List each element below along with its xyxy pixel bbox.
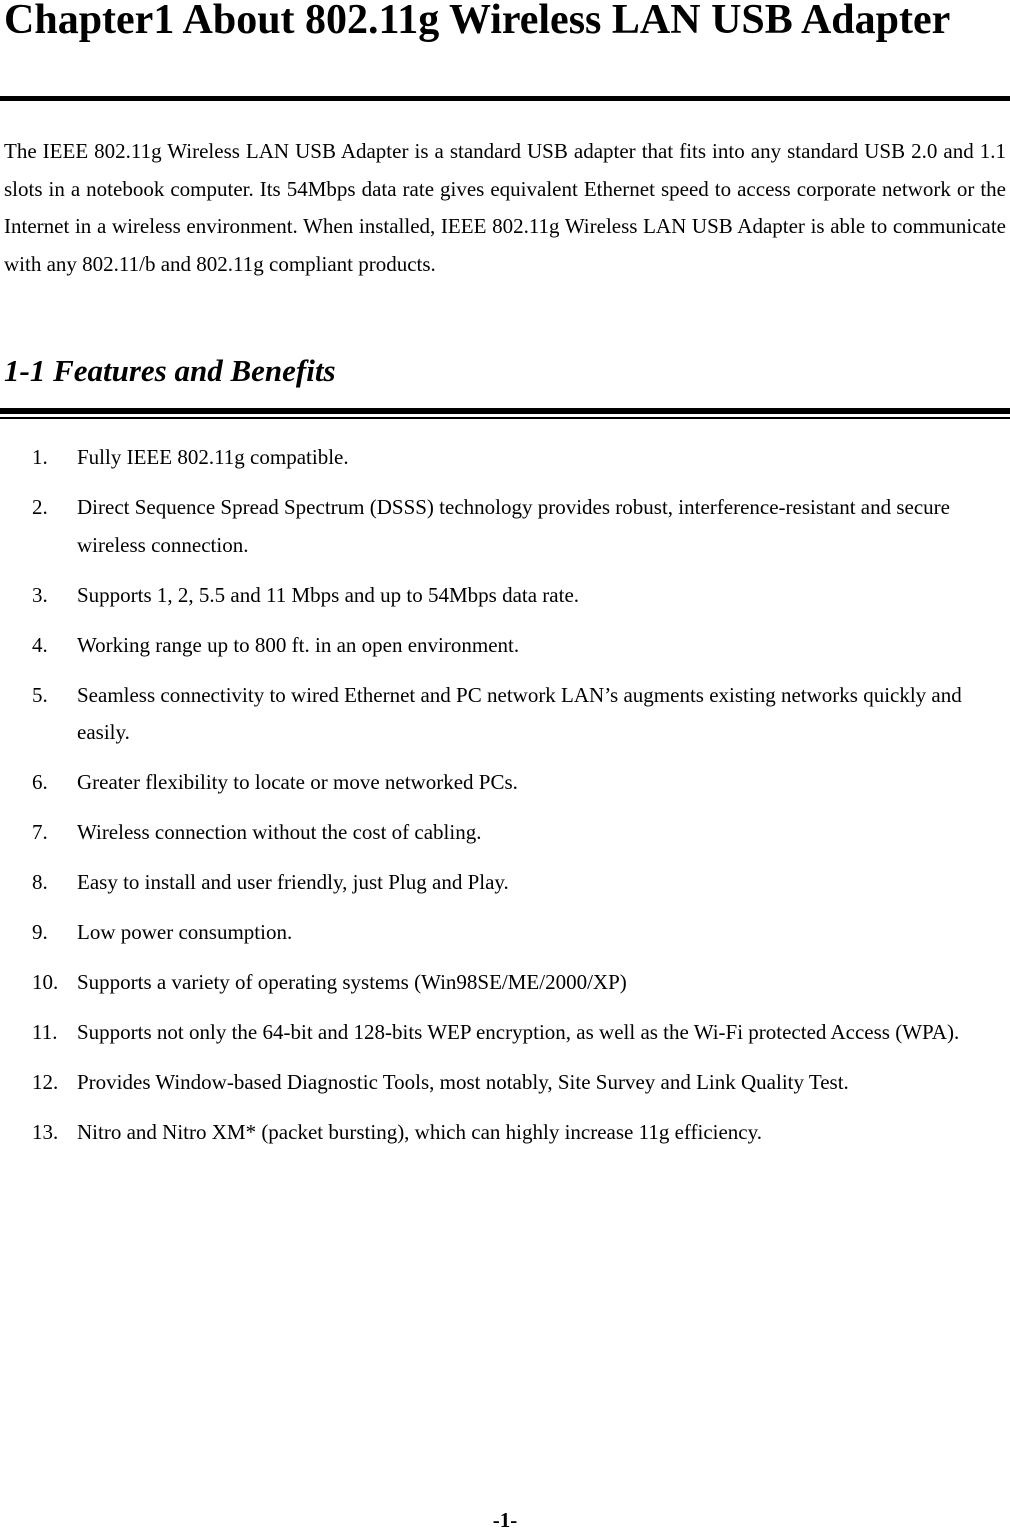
feature-item (0, 914, 1010, 952)
section-divider-thin (0, 417, 1010, 419)
feature-text: Seamless connectivity to wired Ethernet and PC network LAN’s augments existing networks quickly and easily. (77, 682, 962, 744)
feature-item (0, 439, 1010, 477)
feature-text: Supports a variety of operating systems (Win98SE/ME/2000/XP) (77, 970, 627, 994)
features-list (0, 439, 1010, 1164)
feature-item (0, 964, 1010, 1002)
feature-text: Greater flexibility to locate or move networked PCs. (77, 770, 518, 794)
feature-number: 10. (32, 970, 59, 994)
feature-number: 12. (32, 1070, 59, 1094)
feature-text: Nitro and Nitro XM* (packet bursting), which can highly increase 11g efficiency. (77, 1120, 763, 1144)
feature-text: Supports not only the 64-bit and 128-bits WEP encryption, as well as the Wi-Fi protected Access (WPA). (77, 1020, 960, 1044)
feature-text: Low power consumption. (77, 920, 293, 944)
feature-text: Direct Sequence Spread Spectrum (DSSS) technology provides robust, interference-resistant and secure wireless connection. (77, 495, 950, 557)
page-number: -1- (492, 1508, 518, 1532)
feature-item (0, 764, 1010, 802)
chapter-title: Chapter1 About 802.11g Wireless LAN USB Adapter (4, 0, 951, 43)
feature-number: 1. (32, 445, 48, 469)
title-divider (0, 96, 1010, 101)
feature-item (0, 1014, 1010, 1052)
feature-item (0, 627, 1010, 665)
feature-number: 9. (32, 920, 48, 944)
section-title: 1-1 Features and Benefits (4, 353, 336, 388)
feature-text: Wireless connection without the cost of cabling. (77, 820, 482, 844)
feature-item (0, 677, 1010, 752)
feature-number: 11. (32, 1020, 58, 1044)
feature-number: 4. (32, 632, 48, 657)
intro-paragraph: The IEEE 802.11g Wireless LAN USB Adapter is a standard USB adapter that fits into any standard USB 2.0 and 1.1 slots in a notebook computer. Its 54Mbps data rate gives equivalent Ethernet speed to access corporate network or the Internet in a wireless environment. When installed, IEEE 802.11g Wireless LAN USB Adapter is able to communicate with any 802.11/b and 802.11g compliant products. (4, 139, 1006, 276)
feature-number: 8. (32, 870, 48, 894)
feature-number: 5. (32, 682, 48, 707)
feature-item (0, 1114, 1010, 1152)
feature-item (0, 864, 1010, 902)
feature-text: Supports 1, 2, 5.5 and 11 Mbps and up to 54Mbps data rate. (77, 582, 580, 607)
section-divider-thick (0, 408, 1010, 414)
feature-number: 13. (32, 1120, 59, 1144)
feature-text: Fully IEEE 802.11g compatible. (77, 445, 349, 469)
feature-item (0, 489, 1010, 564)
feature-item (0, 577, 1010, 615)
feature-number: 7. (32, 820, 48, 844)
feature-number: 3. (32, 582, 48, 607)
feature-text: Provides Window-based Diagnostic Tools, most notably, Site Survey and Link Quality Test. (77, 1070, 849, 1094)
feature-number: 2. (32, 495, 48, 519)
feature-text: Working range up to 800 ft. in an open environment. (77, 632, 520, 657)
feature-item (0, 814, 1010, 852)
feature-number: 6. (32, 770, 48, 794)
feature-text: Easy to install and user friendly, just Plug and Play. (77, 870, 509, 894)
feature-item (0, 1064, 1010, 1102)
